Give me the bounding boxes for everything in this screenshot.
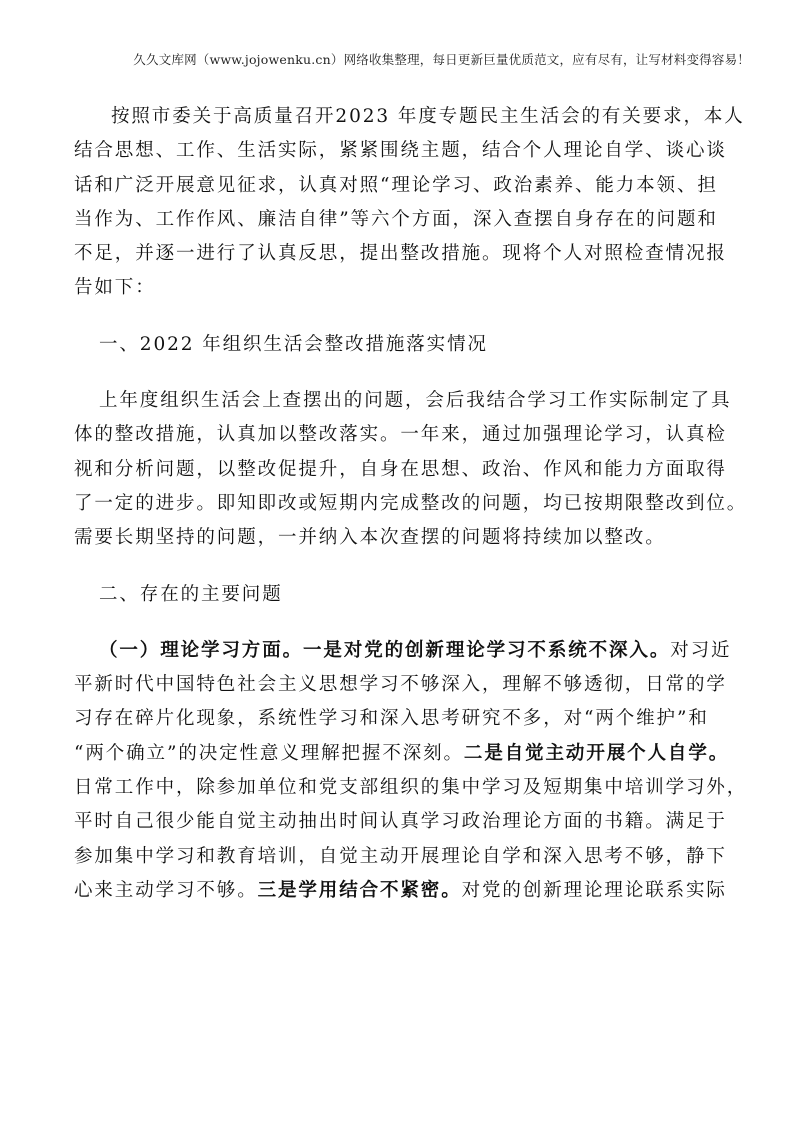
section-2-line	[74, 737, 754, 771]
section-1-line: 视和分析问题，以整改促提升，自身在思想、政治、作风和能力方面取得	[74, 458, 727, 480]
intro-line: 结合思想、工作、生活实际，紧紧围绕主题，结合个人理论自学、谈心谈	[74, 140, 727, 162]
section-2-heading: 二、存在的主要问题	[99, 583, 283, 605]
section-2-line: 习存在碎片化现象，系统性学习和深入思考研究不多，对“两个维护”和	[74, 708, 709, 730]
header-note: 久久文库网（www.jojowenku.cn）网络收集整理，每日更新巨量优质范文，应有尽有，让写材料变得容易！	[133, 52, 750, 67]
point-text: 心来主动学习不够。	[74, 879, 258, 901]
body-text	[74, 100, 754, 908]
intro-line: 话和广泛开展意见征求，认真对照“理论学习、政治素养、能力本领、担	[74, 174, 718, 196]
point-text: 对习近	[670, 639, 732, 661]
section-1-heading: 一、2022 年组织生活会整改措施落实情况	[99, 333, 488, 355]
section-2-line	[74, 634, 754, 668]
section-1-line: 体的整改措施，认真加以整改落实。一年来，通过加强理论学习，认真检	[74, 424, 727, 446]
paragraph-gap	[74, 362, 754, 384]
section-1-line: 上年度组织生活会上查摆出的问题，会后我结合学习工作实际制定了具	[99, 390, 732, 412]
point-title: 二是自觉主动开展个人自学。	[463, 742, 730, 764]
intro-line: 告如下：	[74, 277, 156, 299]
point-title: 一是对党的创新理论学习不系统不深入。	[303, 639, 671, 661]
section-2-line: 平新时代中国特色社会主义思想学习不够深入，理解不够透彻，日常的学	[74, 674, 727, 696]
section-2-line	[74, 874, 754, 908]
section-1-line: 需要长期坚持的问题，一并纳入本次查摆的问题将持续加以整改。	[74, 527, 666, 549]
point-title: 三是学用结合不紧密。	[257, 879, 462, 901]
intro-line: 按照市委关于高质量召开2023 年度专题民主生活会的有关要求，本人	[111, 106, 745, 127]
point-text: “两个确立”的决定性意义理解把握不深刻。	[74, 742, 464, 764]
section-2-line: 平时自己很少能自觉主动抽出时间认真学习政治理论方面的书籍。满足于	[74, 811, 727, 833]
paragraph-gap	[74, 612, 754, 634]
section-2-line: 日常工作中，除参加单位和党支部组织的集中学习及短期集中培训学习外，	[74, 777, 748, 799]
paragraph-gap	[74, 306, 754, 328]
section-1-line: 了一定的进步。即知即改或短期内完成整改的问题，均已按期限整改到位。	[74, 492, 748, 514]
intro-line: 当作为、工作作风、廉洁自律”等六个方面，深入查摆自身存在的问题和	[74, 208, 718, 230]
point-text: 对党的创新理论理论联系实际	[461, 879, 727, 901]
paragraph-gap	[74, 556, 754, 578]
intro-line: 不足，并逐一进行了认真反思，提出整改措施。现将个人对照检查情况报	[74, 243, 727, 265]
subsection-title: （一）理论学习方面。	[99, 639, 304, 661]
section-2-line: 参加集中学习和教育培训，自觉主动开展理论自学和深入思考不够，静下	[74, 845, 727, 867]
